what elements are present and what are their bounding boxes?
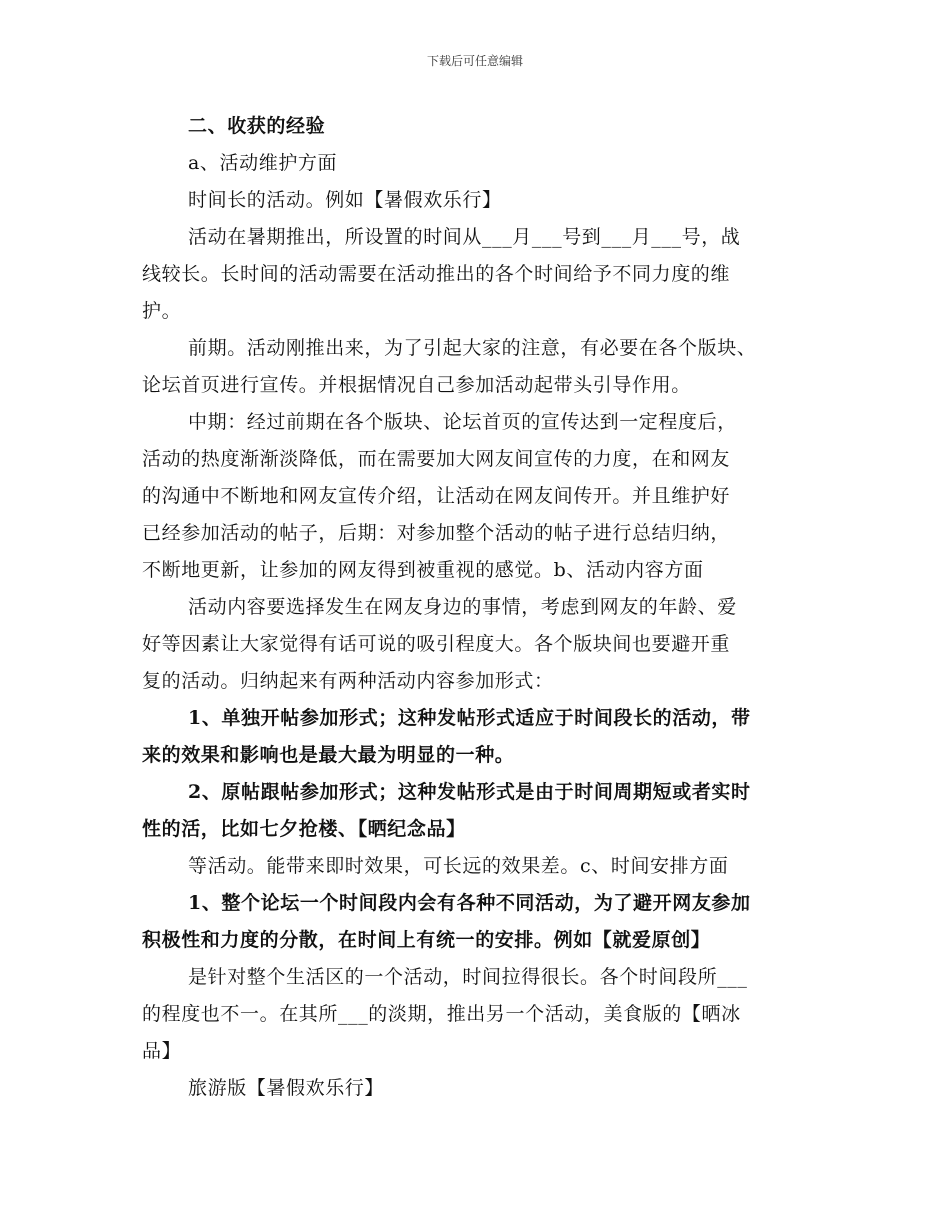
text-line: 是针对整个生活区的一个活动，时间拉得很长。各个时间段所___ xyxy=(188,966,748,988)
subheading-a: a、活动维护方面 xyxy=(188,152,338,174)
text-line: 线较长。长时间的活动需要在活动推出的各个时间给予不同力度的维 xyxy=(142,263,731,285)
text-line: 品】 xyxy=(142,1040,182,1062)
bold-text-line: 1、整个论坛一个时间段内会有各种不同活动，为了避开网友参加 xyxy=(188,892,751,914)
text-line: 旅游版【暑假欢乐行】 xyxy=(188,1077,385,1099)
text-line: 不断地更新，让参加的网友得到被重视的感觉。b、活动内容方面 xyxy=(142,559,704,581)
bold-text-line: 2、原帖跟帖参加形式；这种发帖形式是由于时间周期短或者实时 xyxy=(188,781,751,803)
text-line: 的沟通中不断地和网友宣传介绍，让活动在网友间传开。并且维护好 xyxy=(142,485,731,507)
text-line: 好等因素让大家觉得有话可说的吸引程度大。各个版块间也要避开重 xyxy=(142,633,731,655)
text-line: 活动内容要选择发生在网友身边的事情，考虑到网友的年龄、爱 xyxy=(188,596,737,618)
text-line: 护。 xyxy=(142,300,182,322)
text-line: 论坛首页进行宣传。并根据情况自己参加活动起带头引导作用。 xyxy=(142,374,691,396)
bold-text-line: 来的效果和影响也是最大最为明显的一种。 xyxy=(142,744,515,766)
bold-text-line: 性的活，比如七夕抢楼、【晒纪念品】 xyxy=(142,818,466,840)
document-body xyxy=(142,108,822,1107)
text-line: 活动在暑期推出，所设置的时间从___月___号到___月___号，战 xyxy=(188,226,741,248)
section-heading: 二、收获的经验 xyxy=(188,115,326,137)
text-line: 时间长的活动。例如【暑假欢乐行】 xyxy=(188,189,502,211)
bold-text-line: 积极性和力度的分散，在时间上有统一的安排。例如【就爱原创】 xyxy=(142,929,711,951)
text-line: 复的活动。归纳起来有两种活动内容参加形式： xyxy=(142,670,554,692)
text-line: 中期：经过前期在各个版块、论坛首页的宣传达到一定程度后， xyxy=(188,411,737,433)
text-line: 等活动。能带来即时效果，可长远的效果差。c、时间安排方面 xyxy=(188,855,729,877)
bold-text-line: 1、单独开帖参加形式；这种发帖形式适应于时间段长的活动，带 xyxy=(188,707,751,729)
text-line: 活动的热度渐渐淡降低，而在需要加大网友间宣传的力度，在和网友 xyxy=(142,448,731,470)
text-line: 已经参加活动的帖子，后期：对参加整个活动的帖子进行总结归纳， xyxy=(142,522,731,544)
page-header: 下载后可任意编辑 xyxy=(426,54,523,68)
text-line: 前期。活动刚推出来，为了引起大家的注意，有必要在各个版块、 xyxy=(188,337,757,359)
text-line: 的程度也不一。在其所___的淡期，推出另一个活动，美食版的【晒冰 xyxy=(142,1003,741,1025)
